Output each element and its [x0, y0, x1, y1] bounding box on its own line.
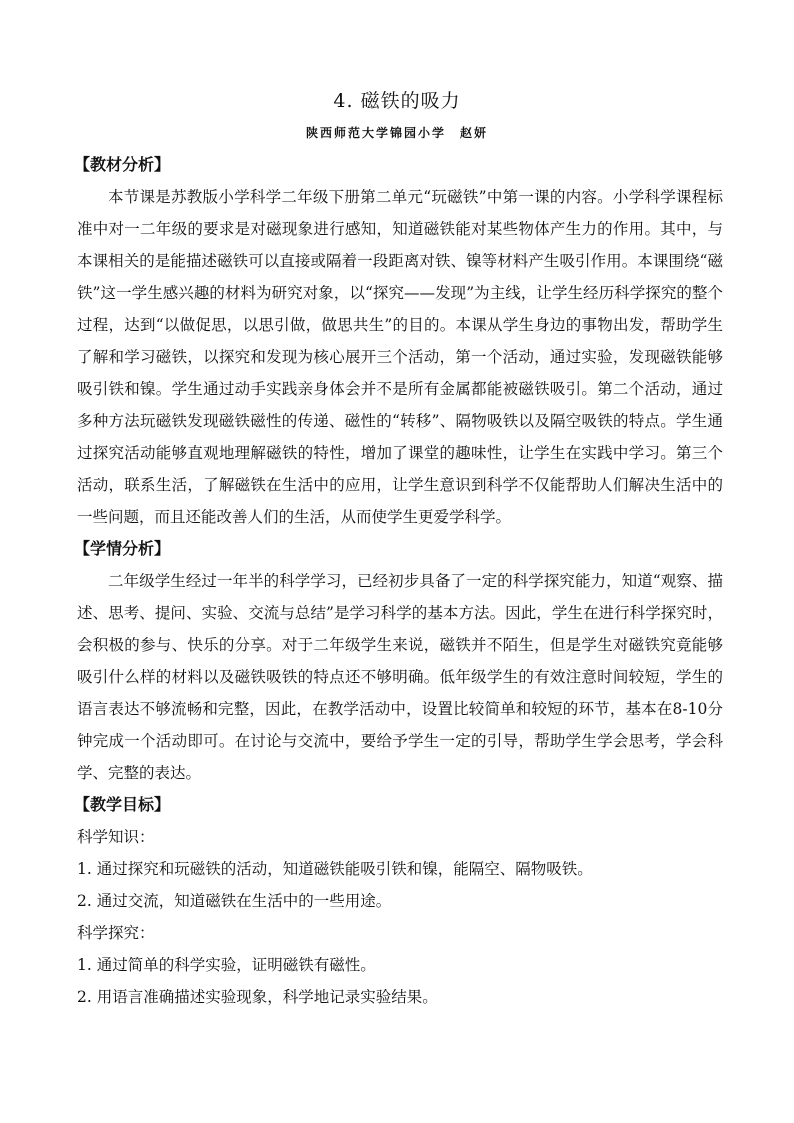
section-heading-analysis: 【教材分析】 — [74, 155, 171, 174]
knowledge-item-2: 2. 通过交流，知道磁铁在生活中的一些用途。 — [77, 892, 392, 910]
document-body — [74, 149, 723, 1013]
inquiry-item-1: 1. 通过简单的科学实验，证明磁铁有磁性。 — [77, 956, 376, 974]
document-author: 陕西师范大学锦园小学 赵妍 — [305, 126, 488, 140]
document-title: 4. 磁铁的吸力 — [333, 90, 461, 112]
knowledge-label: 科学知识： — [77, 828, 155, 846]
section-heading-learner: 【学情分析】 — [74, 539, 171, 558]
analysis-paragraph: 本节课是苏教版小学科学二年级下册第二单元“玩磁铁”中第一课的内容。小学科学课程标准中对一二年级的要求是对磁现象进行感知，知道磁铁能对某些物体产生力的作用。其中，与本课相关的是能描述磁铁可以直接或隔着一段距离对铁、镍等材料产生吸引作用。本课围绕“磁铁”这一学生感兴趣的材料为研究对象，以“探究——发现”为主线，让学生经历科学探究的整个过程，达到“以做促思，以思引做，做思共生”的目的。本课从学生身边的事物出发，帮助学生了解和学习磁铁，以探究和发现为核心展开三个活动，第一个活动，通过实验，发现磁铁能够吸引铁和镍。学生通过动手实践亲身体会并不是所有金属都能被磁铁吸引。第二个活动，通过多种方法玩磁铁发现磁铁磁性的传递、磁性的“转移”、隔物吸铁以及隔空吸铁的特点。学生通过探究活动能够直观地理解磁铁的特性，增加了课堂的趣味性，让学生在实践中学习。第三个活动，联系生活，了解磁铁在生活中的应用，让学生意识到科学不仅能帮助人们解决生活中的一些问题，而且还能改善人们的生活，从而使学生更爱学科学。 — [77, 188, 723, 526]
inquiry-label: 科学探究： — [77, 924, 155, 942]
knowledge-item-1: 1. 通过探究和玩磁铁的活动，知道磁铁能吸引铁和镍，能隔空、隔物吸铁。 — [77, 860, 593, 878]
learner-paragraph: 二年级学生经过一年半的科学学习，已经初步具备了一定的科学探究能力，知道“观察、描述、思考、提问、实验、交流与总结”是学习科学的基本方法。因此，学生在进行科学探究时，会积极的参与、快乐的分享。对于二年级学生来说，磁铁并不陌生，但是学生对磁铁究竟能够吸引什么样的材料以及磁铁吸铁的特点还不够明确。低年级学生的有效注意时间较短，学生的语言表达不够流畅和完整，因此，在教学活动中，设置比较简单和较短的环节，基本在8-10分钟完成一个活动即可。在讨论与交流中，要给予学生一定的引导，帮助学生学会思考，学会科学、完整的表达。 — [77, 572, 723, 782]
inquiry-item-2: 2. 用语言准确描述实验现象，科学地记录实验结果。 — [77, 988, 438, 1006]
section-heading-goals: 【教学目标】 — [74, 795, 171, 814]
